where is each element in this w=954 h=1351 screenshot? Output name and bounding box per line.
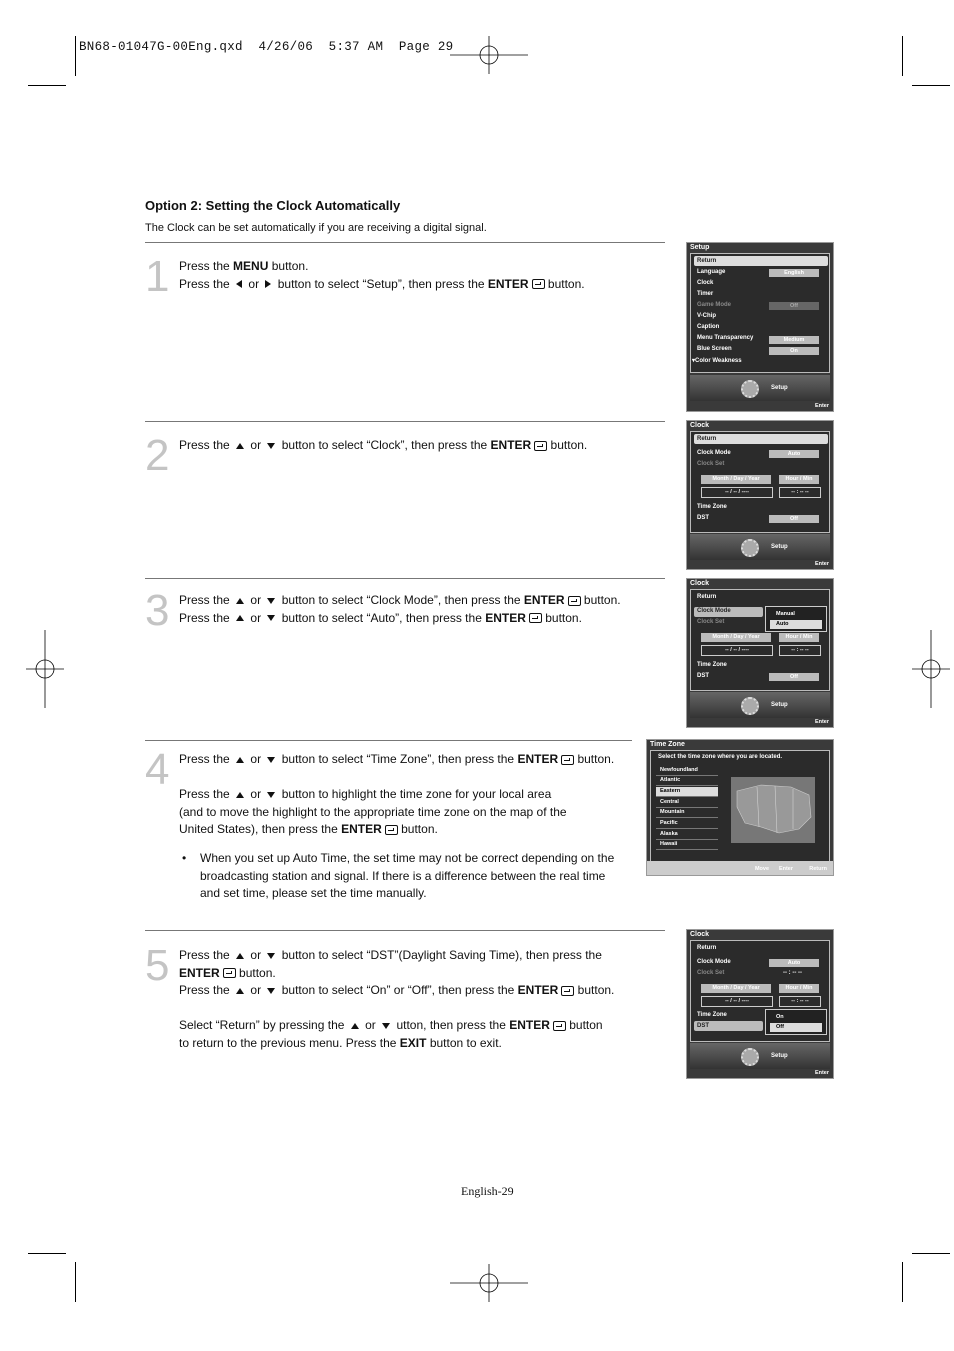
enter-icon [529,613,542,623]
down-arrow-icon [267,953,275,959]
step-number: 1 [145,252,170,301]
osd-clock-mode-screen: Clock Return Clock Mode Clock Set Month / Day / Year Hour / Min -- / -- / ---- -- : -- -- Manual Auto Time Zone DST Off Setup Enter [686,578,834,728]
registration-mark-bottom [450,1264,528,1302]
step-1-text: Press the MENU button. Press the or button to select “Setup”, then press the ENTER button. [179,259,585,291]
down-arrow-icon [267,757,275,763]
enter-icon [561,986,574,996]
up-arrow-icon [236,443,244,449]
page-subtitle: The Clock can be set automatically if you are receiving a digital signal. [145,222,487,234]
gear-icon [741,1048,759,1066]
step-3-text: Press the or button to select “Clock Mode”, then press the ENTER button. Press the or button to select “Auto”, then press the ENTER button. [179,593,621,625]
step-4-text: Press the or button to select “Time Zone”, then press the ENTER button. Press the or button to highlight the time zone for your local area (and to move the highlight to the appropriate time zone on the map of the United States), then press the ENTER button. [179,752,615,837]
osd-dst-screen: Clock Return Clock Mode Auto Clock Set -- : -- -- Month / Day / Year Hour / Min -- / -- / ---- -- : -- -- Time Zone DST On Off Setup Enter [686,929,834,1079]
down-arrow-icon [267,988,275,994]
step-2-text: Press the or button to select “Clock”, then press the ENTER button. [179,438,588,452]
up-arrow-icon [236,615,244,621]
up-arrow-icon [236,757,244,763]
step-number: 5 [145,941,170,990]
page-title: Option 2: Setting the Clock Automatically [145,198,401,213]
left-arrow-icon [236,280,242,288]
enter-icon [223,968,236,978]
osd-timezone-screen: Time Zone Select the time zone where you are located. Newfoundland Atlantic Eastern Central Mountain Pacific Alaska Hawaii Move Enter Return [646,739,834,876]
gear-icon [741,539,759,557]
registration-mark-right [912,630,950,708]
osd-clock-screen: Clock Return Clock Mode Auto Clock Set Month / Day / Year Hour / Min -- / -- / ---- -- : -- -- Time Zone DST Off Setup Enter [686,420,834,570]
osd-setup-screen: Setup Return Language English Clock Timer Game Mode Off V-Chip Caption Menu Transparency Medium Blue Screen On ▾Color Weakness Setup Enter [686,242,834,412]
gear-icon [741,380,759,398]
step-number: 4 [145,745,170,794]
us-map-image [731,777,815,843]
down-arrow-icon [267,443,275,449]
enter-icon [534,441,547,451]
page-number: English-29 [461,1184,514,1198]
up-arrow-icon [351,1023,359,1029]
enter-icon [385,825,398,835]
down-arrow-icon [382,1023,390,1029]
enter-icon [553,1021,566,1031]
down-arrow-icon [267,792,275,798]
gear-icon [741,697,759,715]
up-arrow-icon [236,988,244,994]
enter-icon [532,279,545,289]
up-arrow-icon [236,792,244,798]
down-arrow-icon [267,615,275,621]
up-arrow-icon [236,598,244,604]
up-arrow-icon [236,953,244,959]
print-header: BN68-01047G-00Eng.qxd 4/26/06 5:37 AM Page 29 [79,40,454,54]
step-number: 3 [145,586,170,635]
registration-mark-left [26,630,64,708]
enter-icon [568,596,581,606]
enter-icon [561,755,574,765]
bullet-dot: • [182,851,187,865]
step-number: 2 [145,431,170,480]
registration-mark-top [450,36,528,74]
down-arrow-icon [267,598,275,604]
step-4-note: When you set up Auto Time, the set time may not be correct depending on the broadcasting station and signal. If there is a difference between the real time and set time, please set the time manually. [200,851,615,901]
right-arrow-icon [265,280,271,288]
step-5-text: Press the or button to select “DST”(Daylight Saving Time), then press the ENTER button. Press the or button to select “On” or “Off”, then press the ENTER button. Select “Return” by pressing the or utton, then press the ENTER button to return to the previous menu. Press the EXIT button to exit. [179,948,615,1050]
